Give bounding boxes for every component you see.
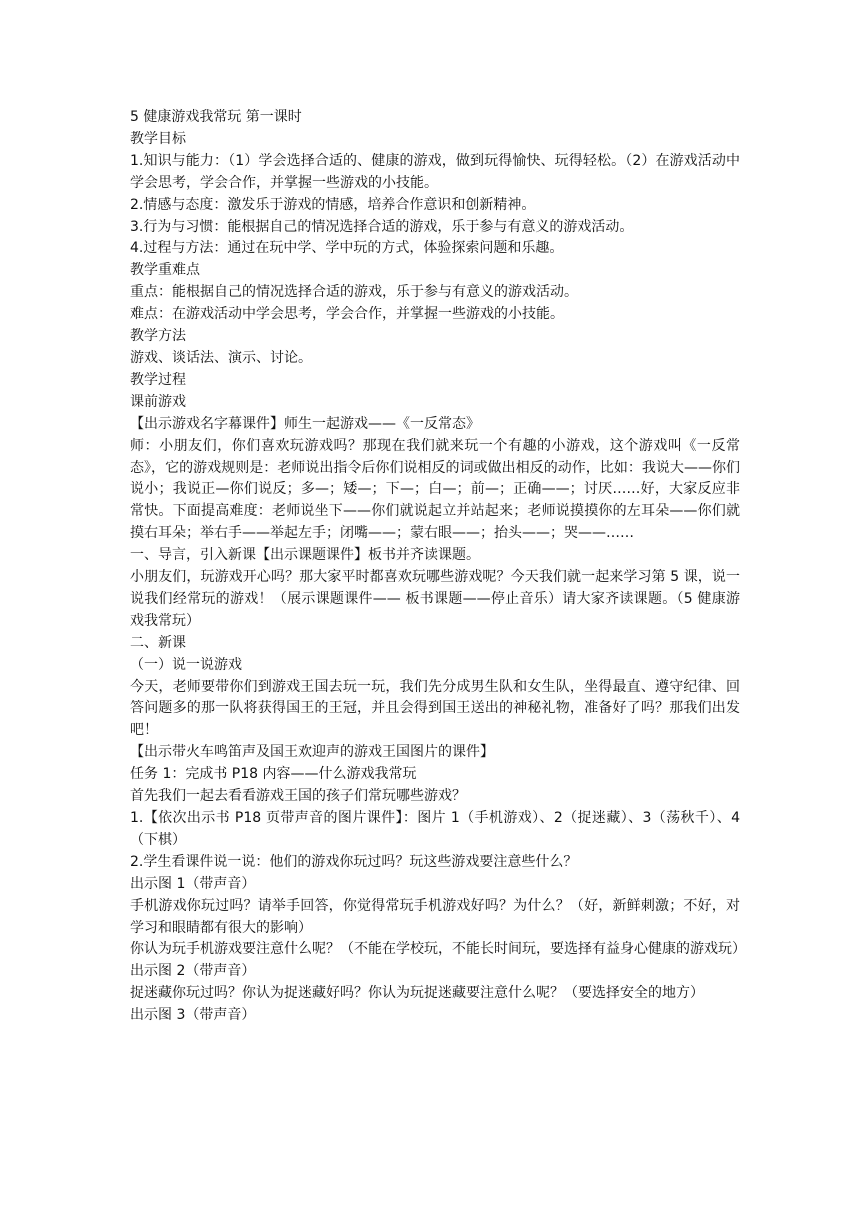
pre-class-game-heading: 课前游戏: [130, 393, 186, 410]
sub1-paragraph: 今天，老师要带你们到游戏王国去玩一玩，我们先分成男生队和女生队，坐得最直、遵守纪律、回答问题多的那一队将获得国王的王冠，并且会得到国王送出的神秘礼物，准备好了吗？那我们出发吧！: [130, 678, 740, 739]
step2-text: 2.学生看课件说一说：他们的游戏你玩过吗？玩这些游戏要注意些什么？: [130, 853, 578, 870]
part1-heading: 一、导言，引入新课【出示课题课件】板书并齐读课题。: [130, 547, 480, 564]
task1-intro: 首先我们一起去看看游戏王国的孩子们常玩哪些游戏？: [130, 788, 466, 805]
key-points-heading: 教学重难点: [130, 262, 200, 279]
methods-heading: 教学方法: [130, 328, 186, 345]
part1-paragraph: 小朋友们，玩游戏开心吗？那大家平时都喜欢玩哪些游戏呢？今天我们就一起来学习第 5 课，说一说我们经常玩的游戏！（展示课题课件—— 板书课题——停止音乐）请大家齐读课题。（5 健康游戏我常玩）: [130, 569, 740, 629]
pic2-label: 出示图 2（带声音）: [130, 963, 256, 980]
part2-heading: 二、新课: [130, 634, 186, 651]
game-intro: 【出示游戏名字幕课件】师生一起游戏——《一反常态》: [130, 415, 480, 432]
difficult-point: 难点：在游戏活动中学会思考，学会合作，并掌握一些游戏的小技能。: [130, 306, 564, 323]
pic1-question-1: 手机游戏你玩过吗？请举手回答，你觉得常玩手机游戏好吗？为什么？（好，新鲜刺激；不好，对学习和眼睛都有很大的影响）: [130, 897, 740, 936]
pic2-question: 捉迷藏你玩过吗？你认为捉迷藏好吗？你认为玩捉迷藏要注意什么呢？（要选择安全的地方）: [130, 985, 704, 1002]
document-page: [130, 107, 746, 1027]
objective-1: 1.知识与能力：（1）学会选择合适的、健康的游戏，做到玩得愉快、玩得轻松。（2）在游戏活动中学会思考，学会合作，并掌握一些游戏的小技能。: [130, 152, 740, 191]
step1-text: 1.【依次出示书 P18 页带声音的图片课件】：图片 1（手机游戏）、2（捉迷藏）、3（荡秋千）、4（下棋）: [130, 810, 740, 848]
objective-2: 2.情感与态度：激发乐于游戏的情感，培养合作意识和创新精神。: [130, 196, 536, 213]
objective-3: 3.行为与习惯：能根据自己的情况选择合适的游戏，乐于参与有意义的游戏活动。: [130, 218, 634, 235]
objective-4: 4.过程与方法：通过在玩中学、学中玩的方式，体验探索问题和乐趣。: [130, 240, 564, 257]
game-paragraph: 师：小朋友们，你们喜欢玩游戏吗？那现在我们就来玩一个有趣的小游戏，这个游戏叫《一反常态》，它的游戏规则是：老师说出指令后你们说相反的词或做出相反的动作，比如：我说大——你们说小；我说正—你们说反；多—；矮—；下—；白—；前—；正确——；讨厌……好，大家反应非常快。下面提高难度：老师说坐下——你们就说起立并站起来；老师说摸摸你的左耳朵——你们就摸右耳朵；举右手——举起左手；闭嘴——；蒙右眼——；抬头——；哭——……: [130, 437, 740, 542]
process-heading: 教学过程: [130, 371, 186, 388]
methods-text: 游戏、谈话法、演示、讨论。: [130, 349, 312, 366]
lesson-title: 5 健康游戏我常玩 第一课时: [130, 109, 302, 125]
objectives-heading: 教学目标: [130, 130, 186, 147]
sub1-heading: （一）说一说游戏: [130, 656, 242, 673]
pic1-question-2: 你认为玩手机游戏要注意什么呢？（不能在学校玩，不能长时间玩，要选择有益身心健康的游戏玩）: [130, 941, 746, 958]
pic1-label: 出示图 1（带声音）: [130, 875, 256, 892]
task1-heading: 任务 1：完成书 P18 内容——什么游戏我常玩: [130, 766, 417, 783]
key-point: 重点：能根据自己的情况选择合适的游戏，乐于参与有意义的游戏活动。: [130, 284, 578, 301]
train-courseware-note: 【出示带火车鸣笛声及国王欢迎声的游戏王国图片的课件】: [130, 744, 494, 761]
pic3-label: 出示图 3（带声音）: [130, 1007, 256, 1024]
